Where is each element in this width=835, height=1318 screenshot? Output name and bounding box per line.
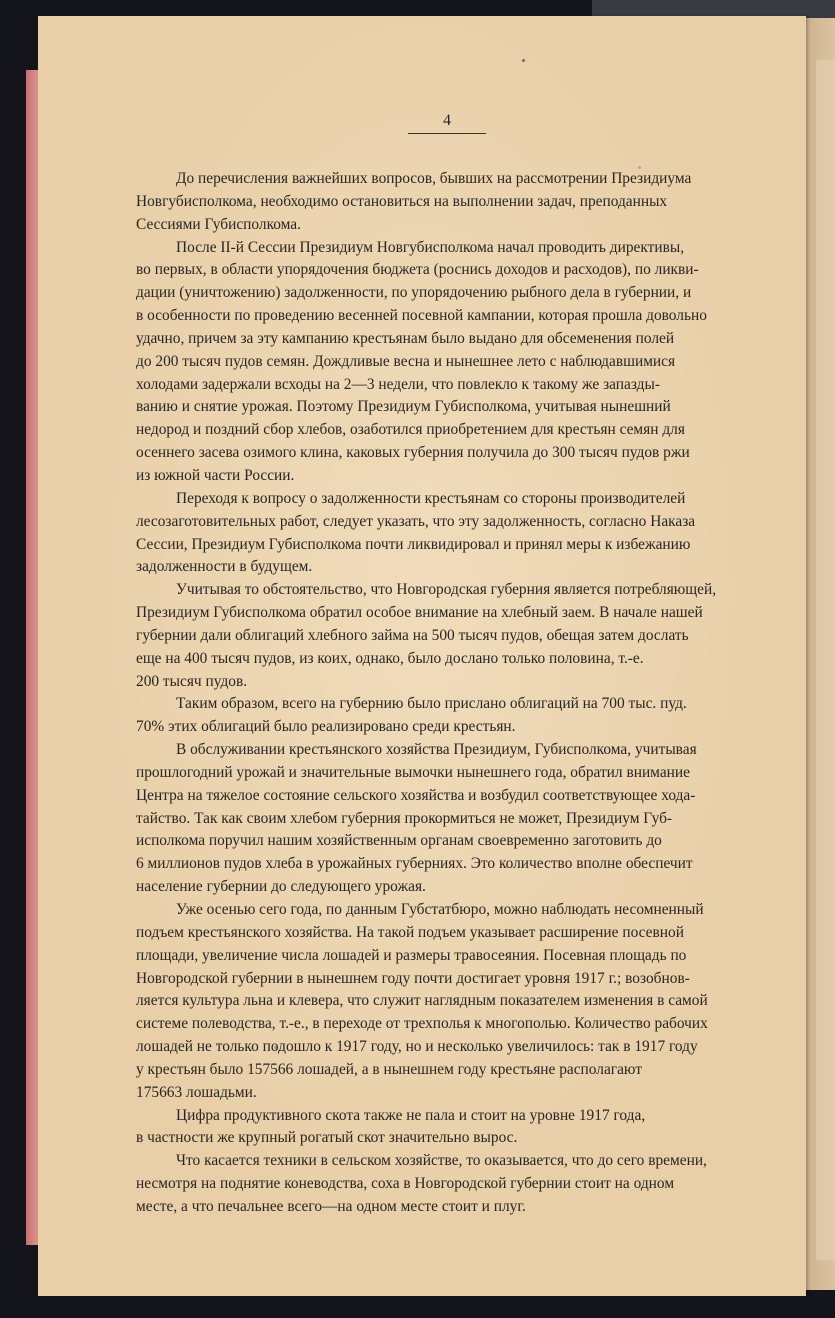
- paragraph-4: Учитывая то обстоятельство, что Новгородская губерния является потребляющей, Президиум Губисполкома обратил особое внимание на хлебный заем. В начале нашей губернии дали облигаций хлебного займа на 500 тысяч пудов, обещая затем дослать еще на 400 тысяч пудов, из коих, однако, было дослано только половина, т.-е. 200 тысяч пудов.: [136, 581, 717, 690]
- page-number: 4: [408, 112, 486, 134]
- paragraph-8: Цифра продуктивного скота также не пала и стоит на уровне 1917 года, в частности же крупный рогатый скот значительно вырос.: [136, 1106, 646, 1147]
- paragraph-2: После II-й Сессии Президиум Новгубисполкома начал проводить директивы, во первых, в области упорядочения бюджета (роснись доходов и расходов), по ликви- дации (уничтожению) задолженности, по упорядочению рыбного дела в губернии, и в особенности по проведению весенней посевной кампании, которая прошла довольно удачно, причем за эту кампанию крестьянам было выдано для обсеменения полей до 200 тысяч пудов семян. Дождливые весна и нынешнее лето с наблюдавшимися холодами задержали всходы на 2—3 недели, что повлекло к такому же запазды- ванию и снятие урожая. Поэтому Президиум Губисполкома, учитывая нынешний недород и поздний сбор хлебов, озаботился приобретением для крестьян семян для осеннего засева озимого клина, каковых губерния получила до 300 тысяч пудов ржи из южной части России.: [136, 238, 707, 484]
- body-text: [136, 168, 783, 1219]
- paper-speck: [522, 59, 525, 62]
- paragraph-3: Переходя к вопросу о задолженности крестьянам со стороны производителей лесозаготовительных работ, следует указать, что эту задолженность, согласно Наказа Сессии, Президиум Губисполкома почти ликвидировал и принял меры к избежанию задолженности в будущем.: [136, 489, 696, 576]
- paragraph-7: Уже осенью сего года, по данным Губстатбюро, можно наблюдать несомненный подъем крестьянского хозяйства. На такой подъем указывает расширение посевной площади, увеличение числа лошадей и размеры травосеяния. Посевная площадь по Новгородской губернии в нынешнем году почти достигает уровня 1917 г.; возобнов- ляется культура льна и клевера, что служит наглядным показателем изменения в самой системе полеводства, т.-е., в переходе от трехполья к многополью. Количество рабочих лошадей не только подошло к 1917 году, но и несколько увеличилось: так в 1917 году у крестьян было 157566 лошадей, а в нынешнем году крестьяне располагают 175663 лошадьми.: [136, 901, 708, 1101]
- paragraph-9: Что касается техники в сельском хозяйстве, то оказывается, что до сего времени, несмотря на поднятие коневодства, соха в Новгородской губернии стоит на одном месте, а что печальнее всего—на одном месте стоит и плуг.: [136, 1152, 707, 1215]
- paragraph-5: Таким образом, всего на губернию было прислано облигаций на 700 тыс. пуд. 70% этих облигаций было реализировано среди крестьян.: [136, 695, 687, 736]
- paragraph-6: В обслуживании крестьянского хозяйства Президиум, Губисполкома, учитывая прошлогодний урожай и значительные вымочки нынешнего года, обратил внимание Центра на тяжелое состояние сельского хозяйства и возбудил соответствующее хода- тайство. Так как своим хлебом губерния прокормиться не может, Президиум Губ- исполкома поручил нашим хозяйственным органам своевременно заготовить до 6 миллионов пудов хлеба в урожайных губерниях. Это количество вполне обеспечит население губернии до следующего урожая.: [136, 741, 697, 896]
- paragraph-1: До перечисления важнейших вопросов, бывших на рассмотрении Президиума Новгубисполкома, необходимо остановиться на выполнении задач, преподанных Сессиями Губисполкома.: [136, 170, 692, 233]
- next-page-highlight: [816, 60, 835, 1260]
